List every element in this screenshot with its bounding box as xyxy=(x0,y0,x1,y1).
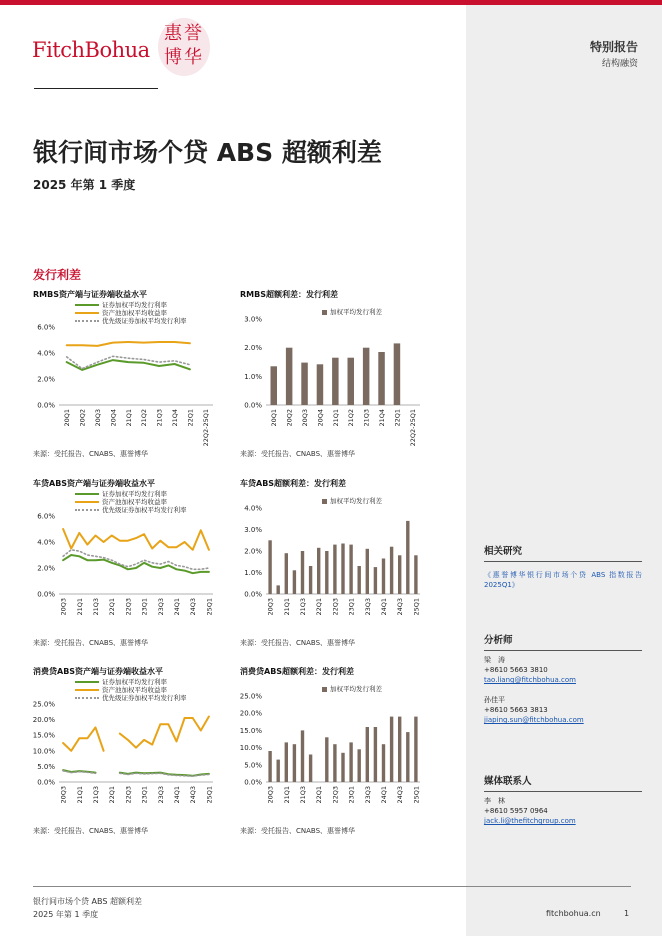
y-tick-label: 10.0% xyxy=(239,744,262,753)
y-tick-label: 2.0% xyxy=(37,375,55,384)
x-tick-label: 25Q1 xyxy=(205,598,214,616)
bar xyxy=(390,717,393,782)
bar xyxy=(374,567,377,594)
x-tick-label: 21Q1 xyxy=(282,598,291,616)
legend-label: 证券加权平均发行利率 xyxy=(102,301,167,309)
y-tick-label: 10.0% xyxy=(32,747,55,756)
bar xyxy=(268,540,271,594)
y-tick-label: 0.0% xyxy=(37,401,55,410)
x-tick-label: 22Q1 xyxy=(186,409,195,427)
bar xyxy=(293,744,296,782)
y-tick-label: 0.0% xyxy=(37,778,55,787)
y-tick-label: 20.0% xyxy=(239,709,262,718)
bar xyxy=(398,717,401,782)
series-line xyxy=(63,771,209,776)
chart-plot xyxy=(240,289,440,469)
y-tick-label: 2.0% xyxy=(244,547,262,556)
logo-divider xyxy=(34,88,158,89)
bar xyxy=(363,348,370,405)
bar xyxy=(271,366,278,405)
bar xyxy=(325,737,328,782)
analyst-name: 孙佳平 xyxy=(484,696,505,704)
x-tick-label: 21Q3 xyxy=(298,786,307,804)
legend-label: 资产池加权平均收益率 xyxy=(102,309,167,317)
chart-title: RMBS超额利差：发行利差 xyxy=(240,290,338,299)
bar xyxy=(277,760,280,782)
legend-label: 证券加权平均发行利率 xyxy=(102,678,167,686)
y-tick-label: 6.0% xyxy=(37,512,55,521)
y-tick-label: 0.0% xyxy=(37,590,55,599)
series-line xyxy=(63,555,209,573)
y-tick-label: 5.0% xyxy=(244,761,262,770)
y-tick-label: 0.0% xyxy=(244,590,262,599)
chart-source: 来源：受托报告、CNABS、惠誉博华 xyxy=(240,639,356,647)
x-tick-label: 21Q2 xyxy=(347,409,356,427)
y-tick-label: 4.0% xyxy=(37,349,55,358)
x-tick-label: 24Q1 xyxy=(173,598,182,616)
related-research-link[interactable]: 《惠誉博华银行间市场个贷 ABS 指数报告 2025Q1》 xyxy=(484,571,642,589)
bar xyxy=(309,566,312,594)
chart-source: 来源：受托报告、CNABS、惠誉博华 xyxy=(33,827,149,835)
chart-rmbs-spread xyxy=(240,289,440,469)
legend-label: 证券加权平均发行利率 xyxy=(102,490,167,498)
legend-label: 优先级证券加权平均发行利率 xyxy=(102,317,187,325)
legend-label: 加权平均发行利差 xyxy=(330,497,382,505)
x-tick-label: 22Q2-25Q1 xyxy=(201,409,210,447)
chart-consumer-spread xyxy=(240,666,440,846)
x-tick-label: 23Q1 xyxy=(347,786,356,804)
x-tick-label: 24Q3 xyxy=(189,786,198,804)
x-tick-label: 24Q3 xyxy=(396,786,405,804)
x-tick-label: 21Q3 xyxy=(362,409,371,427)
x-tick-label: 22Q1 xyxy=(108,598,117,616)
x-tick-label: 23Q3 xyxy=(156,598,165,616)
related-research-heading: 相关研究 xyxy=(484,543,642,562)
x-tick-label: 23Q1 xyxy=(140,598,149,616)
y-tick-label: 3.0% xyxy=(244,526,262,534)
x-tick-label: 21Q1 xyxy=(75,786,84,804)
chart-plot xyxy=(33,666,233,846)
x-tick-label: 20Q2 xyxy=(78,409,87,427)
bar xyxy=(341,544,344,595)
brand-seal-text: 惠誉博华 xyxy=(164,23,204,68)
chart-source: 来源：受托报告、CNABS、惠誉博华 xyxy=(240,827,356,835)
y-tick-label: 2.0% xyxy=(37,564,55,573)
chart-plot xyxy=(240,478,440,658)
bar xyxy=(317,548,320,594)
media-contact-name: 李 林 xyxy=(484,797,505,805)
y-tick-label: 15.0% xyxy=(239,726,262,735)
bar xyxy=(366,727,369,782)
bar xyxy=(378,352,385,405)
bar xyxy=(390,547,393,594)
x-tick-label: 20Q3 xyxy=(301,409,309,427)
media-contact-phone: +8610 5957 0964 xyxy=(484,807,548,815)
x-tick-label: 22Q1 xyxy=(315,786,324,804)
y-tick-label: 4.0% xyxy=(37,538,55,547)
footer-report-period: 2025 年第 1 季度 xyxy=(33,910,99,919)
x-tick-label: 20Q4 xyxy=(316,409,325,427)
analysts xyxy=(484,632,642,725)
x-tick-label: 23Q3 xyxy=(156,786,165,804)
chart-auto-yield xyxy=(33,478,233,658)
y-tick-label: 2.0% xyxy=(244,344,262,353)
x-tick-label: 21Q1 xyxy=(282,786,291,804)
bar xyxy=(349,545,352,594)
media-contact-email-link[interactable]: jack.li@thefitchgroup.com xyxy=(484,817,576,825)
legend-label: 加权平均发行利差 xyxy=(330,685,382,693)
x-tick-label: 21Q3 xyxy=(91,598,100,616)
bar xyxy=(366,549,369,594)
x-tick-label: 20Q3 xyxy=(59,786,68,804)
chart-source: 来源：受托报告、CNABS、惠誉博华 xyxy=(240,450,356,458)
page-subtitle: 2025 年第 1 季度 xyxy=(33,178,136,192)
analysts-heading: 分析师 xyxy=(484,632,642,651)
bar xyxy=(348,358,355,405)
x-tick-label: 20Q3 xyxy=(94,409,102,427)
x-tick-label: 24Q1 xyxy=(173,786,182,804)
footer-divider xyxy=(33,886,631,887)
bar xyxy=(333,545,336,594)
x-tick-label: 22Q3 xyxy=(331,598,340,616)
x-tick-label: 21Q2 xyxy=(140,409,149,427)
chart-plot xyxy=(240,666,440,846)
x-tick-label: 24Q1 xyxy=(380,786,389,804)
series-line xyxy=(63,529,209,550)
x-tick-label: 24Q3 xyxy=(396,598,405,616)
chart-plot xyxy=(33,289,233,469)
chart-title: 消费贷ABS资产端与证券端收益水平 xyxy=(33,667,164,676)
legend-label: 资产池加权平均收益率 xyxy=(102,498,167,506)
bar xyxy=(285,553,288,594)
chart-plot xyxy=(33,478,233,658)
bar xyxy=(394,343,401,405)
legend-label: 加权平均发行利差 xyxy=(330,308,382,316)
x-tick-label: 23Q1 xyxy=(140,786,149,804)
x-tick-label: 25Q1 xyxy=(412,598,421,616)
y-tick-label: 25.0% xyxy=(32,700,55,709)
x-tick-label: 22Q1 xyxy=(315,598,324,616)
analyst-name: 梁 涛 xyxy=(484,656,505,664)
bar xyxy=(414,555,417,594)
analyst-email-link[interactable]: jiaping.sun@fitchbohua.com xyxy=(484,716,584,724)
x-tick-label: 20Q1 xyxy=(63,409,72,427)
x-tick-label: 20Q3 xyxy=(266,786,275,804)
chart-auto-spread xyxy=(240,478,440,658)
related-research xyxy=(484,543,642,590)
chart-consumer-yield xyxy=(33,666,233,846)
x-tick-label: 20Q1 xyxy=(270,409,279,427)
legend-label: 资产池加权平均收益率 xyxy=(102,686,167,694)
chart-title: 消费贷ABS超额利差：发行利差 xyxy=(240,667,355,676)
chart-source: 来源：受托报告、CNABS、惠誉博华 xyxy=(33,450,149,458)
y-tick-label: 3.0% xyxy=(244,315,262,324)
report-subtype: 结构融资 xyxy=(601,59,638,69)
chart-source: 来源：受托报告、CNABS、惠誉博华 xyxy=(33,639,149,647)
x-tick-label: 21Q1 xyxy=(75,598,84,616)
bar xyxy=(277,585,280,594)
x-tick-label: 20Q3 xyxy=(266,598,275,616)
x-tick-label: 24Q3 xyxy=(189,598,198,616)
bar xyxy=(293,570,296,594)
media-contact xyxy=(484,773,642,826)
x-tick-label: 20Q3 xyxy=(59,598,68,616)
x-tick-label: 21Q3 xyxy=(91,786,100,804)
y-tick-label: 20.0% xyxy=(32,716,55,725)
bar xyxy=(358,749,361,782)
x-tick-label: 23Q3 xyxy=(363,598,372,616)
y-tick-label: 5.0% xyxy=(37,762,55,771)
series-line xyxy=(67,342,190,346)
bar xyxy=(406,521,409,594)
x-tick-label: 22Q1 xyxy=(393,409,402,427)
x-tick-label: 21Q3 xyxy=(155,409,164,427)
x-tick-label: 24Q1 xyxy=(380,598,389,616)
x-tick-label: 20Q4 xyxy=(109,409,118,427)
analyst-email-link[interactable]: tao.liang@fitchbohua.com xyxy=(484,676,576,684)
bar xyxy=(301,363,308,405)
legend-label: 优先级证券加权平均发行利率 xyxy=(102,506,187,514)
x-tick-label: 22Q2-25Q1 xyxy=(408,409,417,447)
y-tick-label: 15.0% xyxy=(32,731,55,740)
bar xyxy=(341,753,344,782)
brand-seal-icon xyxy=(158,18,210,76)
y-tick-label: 6.0% xyxy=(37,323,55,332)
bar xyxy=(309,755,312,783)
chart-title: 车贷ABS超额利差：发行利差 xyxy=(240,479,347,488)
bar xyxy=(349,742,352,782)
x-tick-label: 21Q1 xyxy=(124,409,133,427)
bar xyxy=(325,551,328,594)
brand-name: FitchBohua xyxy=(32,38,150,62)
bar xyxy=(333,744,336,782)
x-tick-label: 23Q1 xyxy=(347,598,356,616)
analyst-phone: +8610 5663 3810 xyxy=(484,666,548,674)
bar xyxy=(358,566,361,594)
x-tick-label: 21Q4 xyxy=(378,409,386,427)
chart-title: RMBS资产端与证券端收益水平 xyxy=(33,290,147,299)
y-tick-label: 25.0% xyxy=(239,692,262,701)
bar xyxy=(332,358,339,405)
x-tick-label: 22Q3 xyxy=(331,786,340,804)
bar xyxy=(301,730,304,782)
legend-label: 优先级证券加权平均发行利率 xyxy=(102,694,187,702)
bar xyxy=(268,751,271,782)
footer-website-link[interactable]: fitchbohua.cn xyxy=(546,909,601,918)
x-tick-label: 22Q3 xyxy=(124,786,133,804)
report-type: 特别报告 xyxy=(589,40,638,54)
bar xyxy=(382,744,385,782)
bar xyxy=(317,364,324,405)
footer-report-title: 银行间市场个贷 ABS 超额利差 xyxy=(33,897,142,906)
x-tick-label: 20Q2 xyxy=(285,409,294,427)
y-tick-label: 0.0% xyxy=(244,401,262,410)
bar xyxy=(374,727,377,782)
chart-rmbs-yield xyxy=(33,289,233,469)
x-tick-label: 22Q3 xyxy=(124,598,133,616)
y-tick-label: 0.0% xyxy=(244,778,262,787)
x-tick-label: 21Q4 xyxy=(171,409,179,427)
y-tick-label: 1.0% xyxy=(244,372,262,381)
bar xyxy=(382,559,385,595)
chart-title: 车贷ABS资产端与证券端收益水平 xyxy=(33,479,156,488)
y-tick-label: 4.0% xyxy=(244,504,262,513)
page-number: 1 xyxy=(624,909,630,918)
x-tick-label: 21Q1 xyxy=(331,409,340,427)
x-tick-label: 25Q1 xyxy=(205,786,214,804)
x-tick-label: 22Q1 xyxy=(108,786,117,804)
media-contact-heading: 媒体联系人 xyxy=(484,773,642,792)
bar xyxy=(285,742,288,782)
series-line xyxy=(63,717,209,751)
x-tick-label: 23Q3 xyxy=(363,786,372,804)
section-title: 发行利差 xyxy=(33,268,82,282)
bar xyxy=(286,348,293,405)
bar xyxy=(301,551,304,594)
bar xyxy=(406,732,409,782)
page-title: 银行间市场个贷 ABS 超额利差 xyxy=(33,138,382,167)
bar xyxy=(398,555,401,594)
y-tick-label: 1.0% xyxy=(244,569,262,577)
x-tick-label: 21Q3 xyxy=(298,598,307,616)
x-tick-label: 25Q1 xyxy=(412,786,421,804)
analyst-phone: +8610 5663 3813 xyxy=(484,706,548,714)
bar xyxy=(414,717,417,782)
